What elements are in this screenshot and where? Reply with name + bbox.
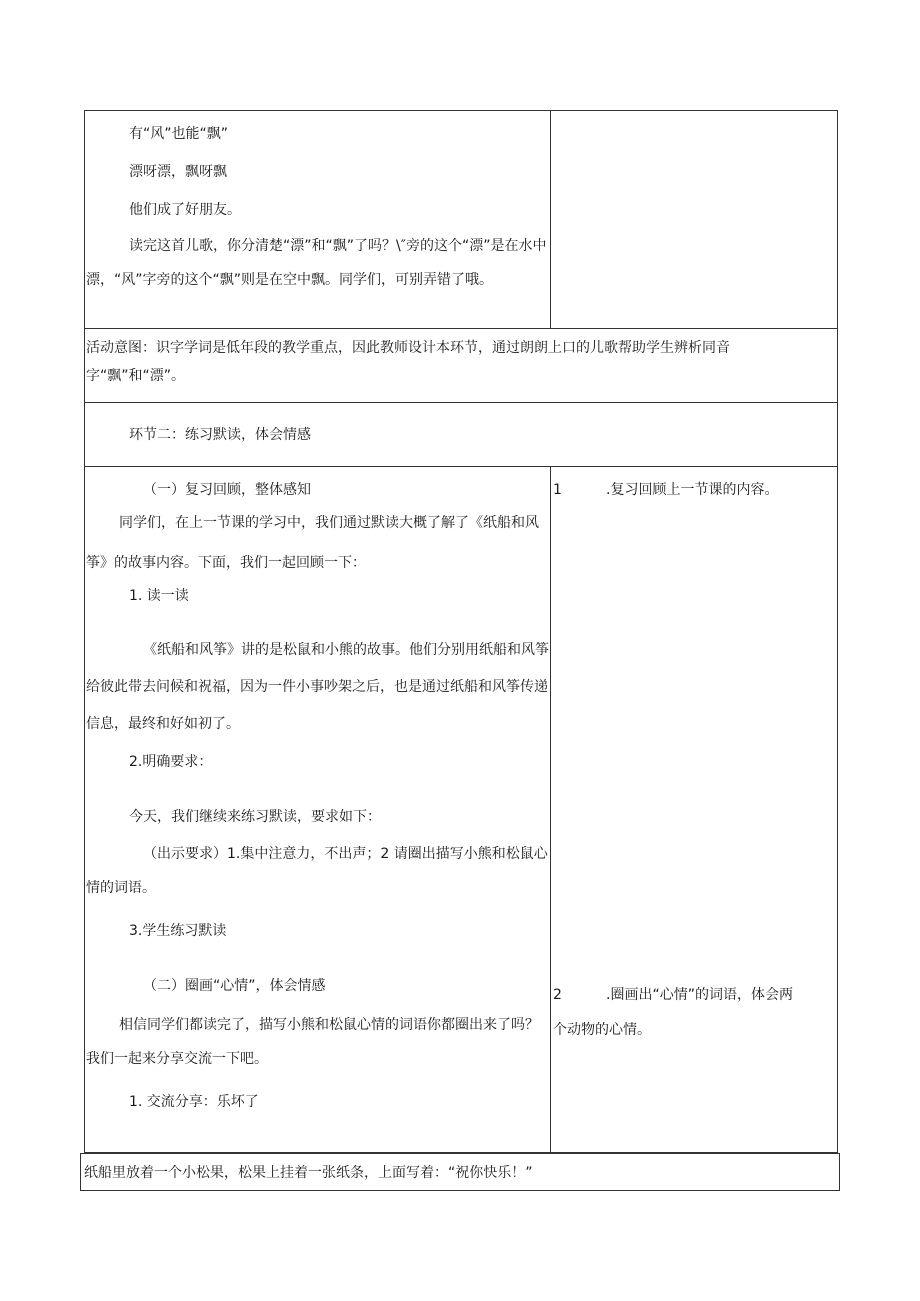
note2-text-b: 个动物的心情。 bbox=[553, 1022, 651, 1038]
item-share: 1. 交流分享：乐坏了 bbox=[129, 1094, 259, 1110]
poem-line-3: 他们成了好朋友。 bbox=[129, 202, 241, 218]
footer-text: 纸船里放着一个小松果，松果上挂着一张纸条，上面写着：“祝你快乐！” bbox=[84, 1165, 533, 1181]
sub1-paragraph: 同学们，在上一节课的学习中，我们通过默读大概了解了《纸船和风筝》的故事内容。下面，我们一起回顾一下： bbox=[86, 515, 539, 571]
item-read: 1. 读一读 bbox=[129, 588, 189, 604]
note1-text: .复习回顾上一节课的内容。 bbox=[606, 482, 779, 498]
poem-line-1: 有“风”也能“飘” bbox=[129, 126, 229, 142]
sub2-title: （二）圈画“心情”，体会情感 bbox=[143, 978, 326, 994]
item-practice: 3.学生练习默读 bbox=[129, 923, 227, 939]
stage2-title: 环节二：练习默读，体会情感 bbox=[129, 427, 311, 443]
poem-line-2: 漂呀漂，飘呀飘 bbox=[129, 164, 227, 180]
story-summary: 《纸船和风筝》讲的是松鼠和小熊的故事。他们分别用纸船和风筝给彼此带去问候和祝福，因为一件小事吵架之后，也是通过纸船和风筝传递信息，最终和好如初了。 bbox=[86, 642, 549, 732]
activity-intent: 活动意图：识字学词是低年段的教学重点，因此教师设计本环节，通过朗朗上口的儿歌帮助学生辨析同音字“飘”和“漂”。 bbox=[86, 340, 730, 384]
row-divider-3 bbox=[84, 466, 838, 467]
item-requirements: 2.明确要求： bbox=[129, 754, 213, 770]
today-text: 今天，我们继续来练习默读，要求如下： bbox=[129, 809, 381, 825]
poem-explanation: 读完这首儿歌，你分清楚“漂”和“飘”了吗？\″旁的这个“漂”是在水中漂，“风”字旁的这个“飘”则是在空中飘。同学们，可别弄错了哦。 bbox=[86, 238, 547, 288]
row-divider-2 bbox=[84, 402, 838, 403]
sub2-paragraph: 相信同学们都读完了，描写小熊和松鼠心情的词语你都圈出来了吗？我们一起来分享交流一下吧。 bbox=[86, 1017, 539, 1067]
column-divider-main bbox=[550, 466, 551, 1153]
requirements-text: （出示要求）1.集中注意力，不出声；2 请圈出描写小熊和松鼠心情的词语。 bbox=[86, 846, 548, 896]
column-divider-top bbox=[550, 110, 551, 328]
row-divider-1 bbox=[84, 328, 838, 329]
note2-number: 2 bbox=[553, 987, 562, 1003]
sub1-title: （一）复习回顾，整体感知 bbox=[143, 482, 311, 498]
note1-number: 1 bbox=[553, 482, 562, 498]
note2-text-a: .圈画出“心情”的词语，体会两 bbox=[606, 987, 793, 1003]
